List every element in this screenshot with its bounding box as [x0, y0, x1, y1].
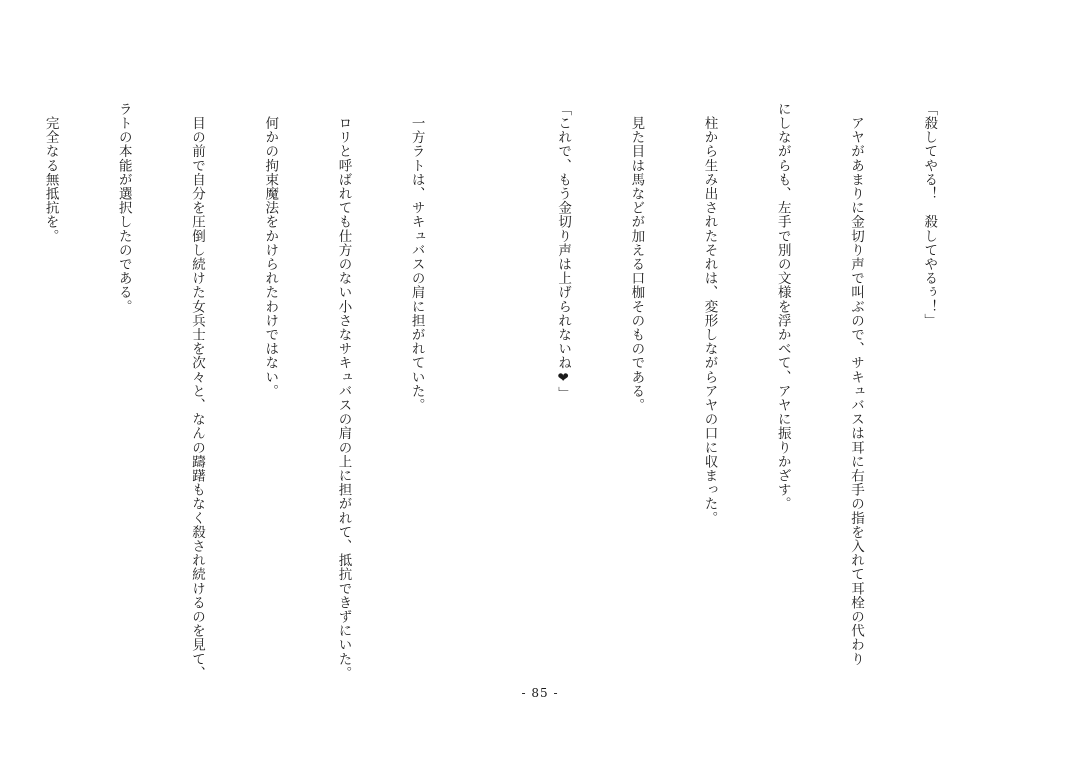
vertical-text-body	[0, 102, 990, 682]
text-line: 見た目は馬などが加える口枷そのものである。	[628, 102, 645, 413]
text-line: 何かの拘束魔法をかけられたわけではない。	[262, 102, 279, 399]
blank-line	[477, 102, 501, 682]
text-line: ラトの本能が選択したのである。	[115, 102, 132, 314]
text-line: 一方ラトは、サキュバスの肩に担がれていた。	[408, 102, 425, 413]
text-line: アヤがあまりに金切り声で叫ぶので、サキュバスは耳に右手の指を入れて耳栓の代わり	[847, 102, 864, 666]
text-line: ロリと呼ばれても仕方のない小さなサキュバスの肩の上に担がれて、抵抗できずにいた。	[335, 102, 352, 681]
page-number: - 85 -	[521, 686, 559, 700]
text-line: 目の前で自分を圧倒し続けた女兵士を次々と、なんの躊躇もなく殺され続けるのを見て、	[189, 102, 206, 681]
text-line: 「これで、もう金切り声は上げられないね❤」	[555, 102, 572, 401]
text-line: にしながらも、左手で別の文様を浮かべて、アヤに振りかざす。	[774, 102, 791, 511]
text-line: 完全なる無抵抗を。	[42, 102, 59, 243]
text-line: 「殺してやる！ 殺してやるぅ！」	[921, 102, 938, 328]
text-line: 柱から生み出されたそれは、変形しながらアヤの口に収まった。	[701, 102, 718, 525]
